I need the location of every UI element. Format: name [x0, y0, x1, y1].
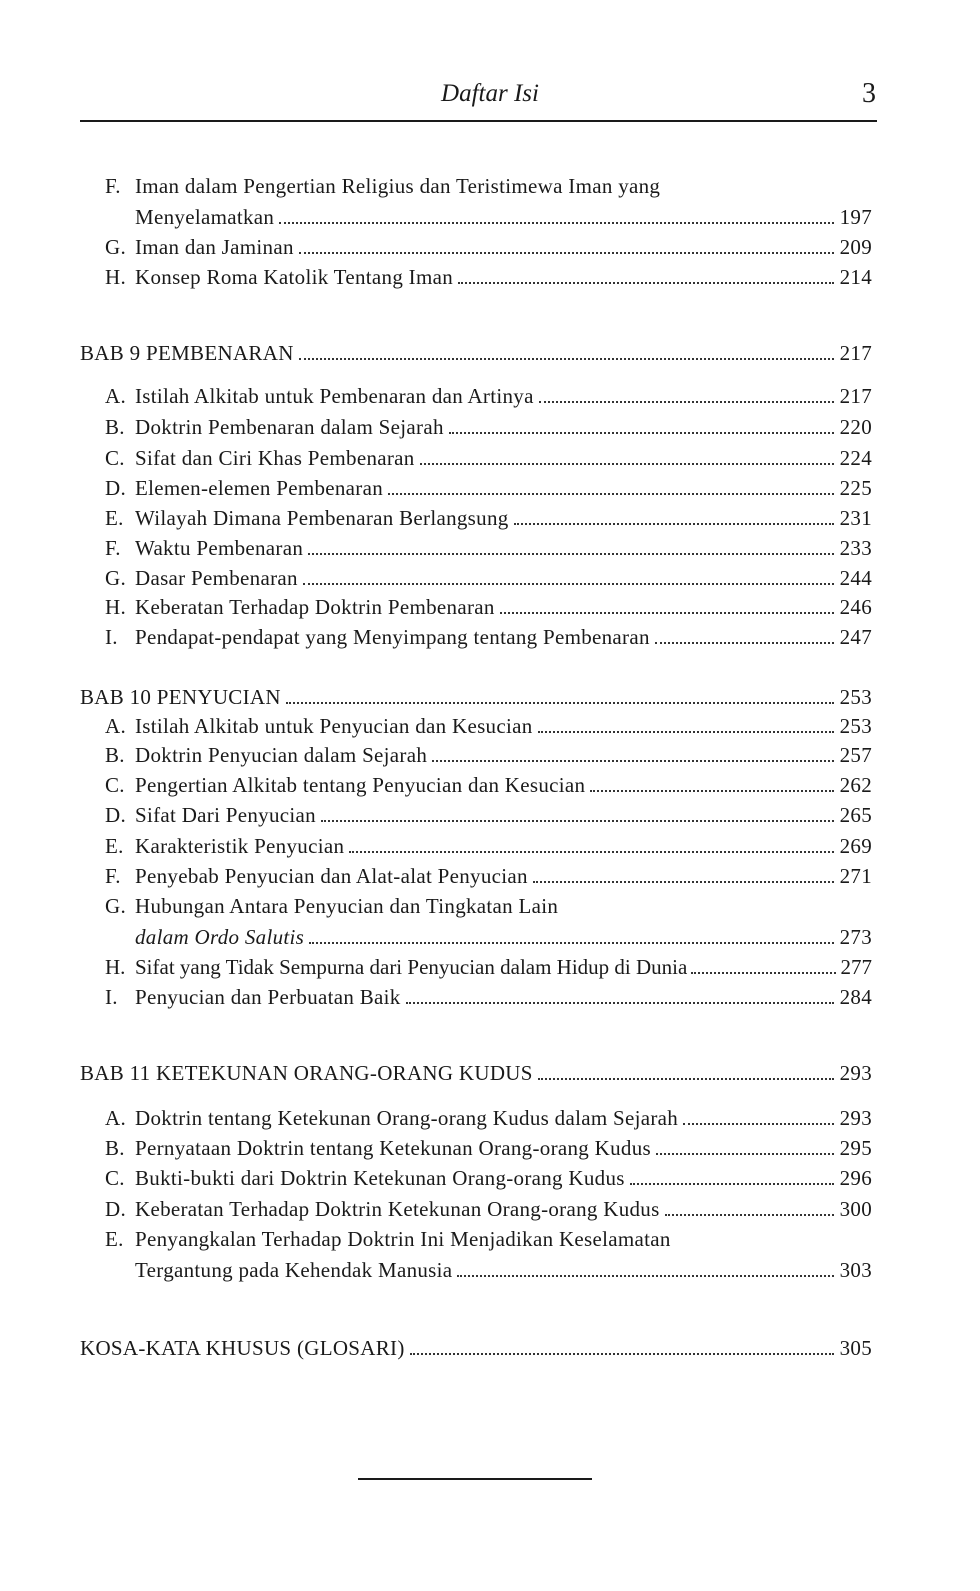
toc-entry[interactable] — [135, 1258, 872, 1282]
entry-page: 269 — [839, 834, 872, 858]
entry-letter: B. — [105, 1136, 125, 1160]
toc-entry[interactable] — [105, 415, 872, 439]
entry-title: Doktrin Pembenaran dalam Sejarah — [135, 415, 444, 439]
toc-entry[interactable] — [105, 773, 872, 797]
entry-title: Pernyataan Doktrin tentang Ketekunan Orang-orang Kudus — [135, 1136, 651, 1160]
entry-title: Waktu Pembenaran — [135, 536, 304, 560]
chapter-title: BAB 10 PENYUCIAN — [80, 685, 281, 709]
entry-letter: C. — [105, 1166, 125, 1190]
entry-letter: E. — [105, 1227, 124, 1251]
toc-entry[interactable] — [105, 864, 872, 888]
entry-page: 225 — [839, 476, 872, 500]
entry-page: 257 — [839, 743, 872, 767]
entry-title: Keberatan Terhadap Doktrin Ketekunan Orang-orang Kudus — [135, 1197, 660, 1221]
entry-page: 265 — [839, 803, 872, 827]
entry-letter: G. — [105, 235, 127, 259]
entry-page: 303 — [839, 1258, 872, 1282]
entry-letter: C. — [105, 773, 125, 797]
entry-letter: G. — [105, 894, 127, 918]
entry-letter: B. — [105, 415, 125, 439]
toc-entry[interactable] — [105, 566, 872, 590]
entry-letter: H. — [105, 265, 127, 289]
entry-page: 224 — [839, 446, 872, 470]
entry-title: Konsep Roma Katolik Tentang Iman — [135, 265, 454, 289]
entry-letter: G. — [105, 566, 127, 590]
toc-entry — [105, 174, 660, 198]
entry-page: 284 — [839, 985, 872, 1009]
toc-entry[interactable] — [105, 1106, 872, 1130]
entry-page: 262 — [839, 773, 872, 797]
chapter-title: BAB 11 KETEKUNAN ORANG-ORANG KUDUS — [80, 1061, 533, 1085]
entry-title: Pendapat-pendapat yang Menyimpang tentang Pembenaran — [135, 625, 650, 649]
entry-title: Wilayah Dimana Pembenaran Berlangsung — [135, 506, 509, 530]
toc-entry[interactable] — [105, 834, 872, 858]
entry-page: 305 — [839, 1336, 872, 1360]
entry-page: 253 — [839, 685, 872, 709]
toc-entry[interactable] — [105, 714, 872, 738]
entry-page: 217 — [839, 341, 872, 365]
toc-entry[interactable] — [105, 1136, 872, 1160]
toc-entry — [105, 1227, 671, 1251]
entry-letter: D. — [105, 476, 127, 500]
toc-entry[interactable] — [105, 235, 872, 259]
chapter-title: KOSA-KATA KHUSUS (GLOSARI) — [80, 1336, 405, 1360]
entry-title: Dasar Pembenaran — [135, 566, 298, 590]
entry-title: Menyelamatkan — [135, 205, 275, 229]
toc-entry[interactable] — [105, 536, 872, 560]
entry-letter: F. — [105, 864, 121, 888]
entry-title: Iman dalam Pengertian Religius dan Teristimewa Iman yang — [135, 174, 661, 198]
entry-page: 209 — [839, 235, 872, 259]
entry-letter: E. — [105, 834, 124, 858]
entry-letter: A. — [105, 714, 127, 738]
toc-entry[interactable] — [105, 476, 872, 500]
entry-title: Bukti-bukti dari Doktrin Ketekunan Orang-orang Kudus — [135, 1166, 625, 1190]
toc-entry[interactable] — [135, 205, 872, 229]
entry-title: Istilah Alkitab untuk Pembenaran dan Artinya — [135, 384, 534, 408]
toc-entry[interactable] — [105, 265, 872, 289]
toc-entry[interactable] — [105, 446, 872, 470]
entry-title: Doktrin tentang Ketekunan Orang-orang Kudus dalam Sejarah — [135, 1106, 679, 1130]
entry-page: 300 — [839, 1197, 872, 1221]
entry-letter: B. — [105, 743, 125, 767]
entry-title: Tergantung pada Kehendak Manusia — [135, 1258, 453, 1282]
toc-entry[interactable] — [105, 384, 872, 408]
toc-entry[interactable] — [105, 743, 872, 767]
toc-entry[interactable] — [105, 625, 872, 649]
entry-letter: E. — [105, 506, 124, 530]
entry-letter: F. — [105, 174, 121, 198]
entry-page: 217 — [839, 384, 872, 408]
entry-page: 197 — [839, 205, 872, 229]
entry-letter: H. — [105, 595, 127, 619]
entry-title: Penyucian dan Perbuatan Baik — [135, 985, 401, 1009]
entry-title: Keberatan Terhadap Doktrin Pembenaran — [135, 595, 495, 619]
entry-title: Hubungan Antara Penyucian dan Tingkatan Lain — [135, 894, 559, 918]
entry-page: 253 — [839, 714, 872, 738]
chapter-heading-bab-11[interactable] — [80, 1061, 872, 1085]
footer-rule — [358, 1478, 592, 1480]
entry-page: 271 — [839, 864, 872, 888]
entry-page: 233 — [839, 536, 872, 560]
toc-entry[interactable] — [105, 1197, 872, 1221]
entry-title: Penyangkalan Terhadap Doktrin Ini Menjadikan Keselamatan — [135, 1227, 671, 1251]
page-number: 3 — [862, 78, 876, 109]
chapter-title: BAB 9 PEMBENARAN — [80, 341, 294, 365]
entry-page: 293 — [839, 1061, 872, 1085]
entry-title: Sifat dan Ciri Khas Pembenaran — [135, 446, 415, 470]
entry-letter: I. — [105, 985, 118, 1009]
toc-entry[interactable] — [135, 925, 872, 949]
entry-letter: D. — [105, 803, 127, 827]
entry-page: 247 — [839, 625, 872, 649]
chapter-heading-bab-9[interactable] — [80, 341, 872, 365]
entry-title: Elemen-elemen Pembenaran — [135, 476, 384, 500]
entry-letter: C. — [105, 446, 125, 470]
toc-entry[interactable] — [105, 803, 872, 827]
toc-entry[interactable] — [105, 985, 872, 1009]
entry-page: 220 — [839, 415, 872, 439]
entry-page: 296 — [839, 1166, 872, 1190]
entry-letter: H. — [105, 955, 126, 979]
entry-letter: F. — [105, 536, 121, 560]
entry-title: Penyebab Penyucian dan Alat-alat Penyucian — [135, 864, 528, 888]
toc-entry — [105, 894, 558, 918]
chapter-heading-bab-10[interactable] — [80, 685, 872, 709]
running-header-title: Daftar Isi — [441, 80, 539, 107]
entry-page: 273 — [839, 925, 872, 949]
entry-page: 246 — [839, 595, 872, 619]
entry-title: Sifat yang Tidak Sempurna dari Penyucian dalam Hidup di Dunia — [135, 955, 688, 979]
entry-title: Iman dan Jaminan — [135, 235, 294, 259]
entry-letter: A. — [105, 1106, 127, 1130]
entry-page: 293 — [839, 1106, 872, 1130]
entry-page: 231 — [839, 506, 872, 530]
entry-page: 277 — [840, 955, 872, 979]
glossary-entry[interactable] — [80, 1336, 872, 1360]
entry-title: Karakteristik Penyucian — [135, 834, 345, 858]
entry-title: Doktrin Penyucian dalam Sejarah — [135, 743, 428, 767]
toc-entry[interactable] — [105, 1166, 872, 1190]
entry-letter: D. — [105, 1197, 127, 1221]
entry-page: 244 — [839, 566, 872, 590]
toc-entry[interactable] — [105, 595, 872, 619]
entry-title: dalam Ordo Salutis — [135, 925, 305, 949]
entry-title: Pengertian Alkitab tentang Penyucian dan Kesucian — [135, 773, 586, 797]
entry-page: 295 — [839, 1136, 872, 1160]
entry-title: Sifat Dari Penyucian — [135, 803, 316, 827]
entry-title: Istilah Alkitab untuk Penyucian dan Kesucian — [135, 714, 533, 738]
entry-letter: A. — [105, 384, 127, 408]
toc-entry[interactable] — [105, 506, 872, 530]
toc-entry[interactable] — [105, 955, 872, 979]
entry-letter: I. — [105, 625, 118, 649]
entry-page: 214 — [839, 265, 872, 289]
